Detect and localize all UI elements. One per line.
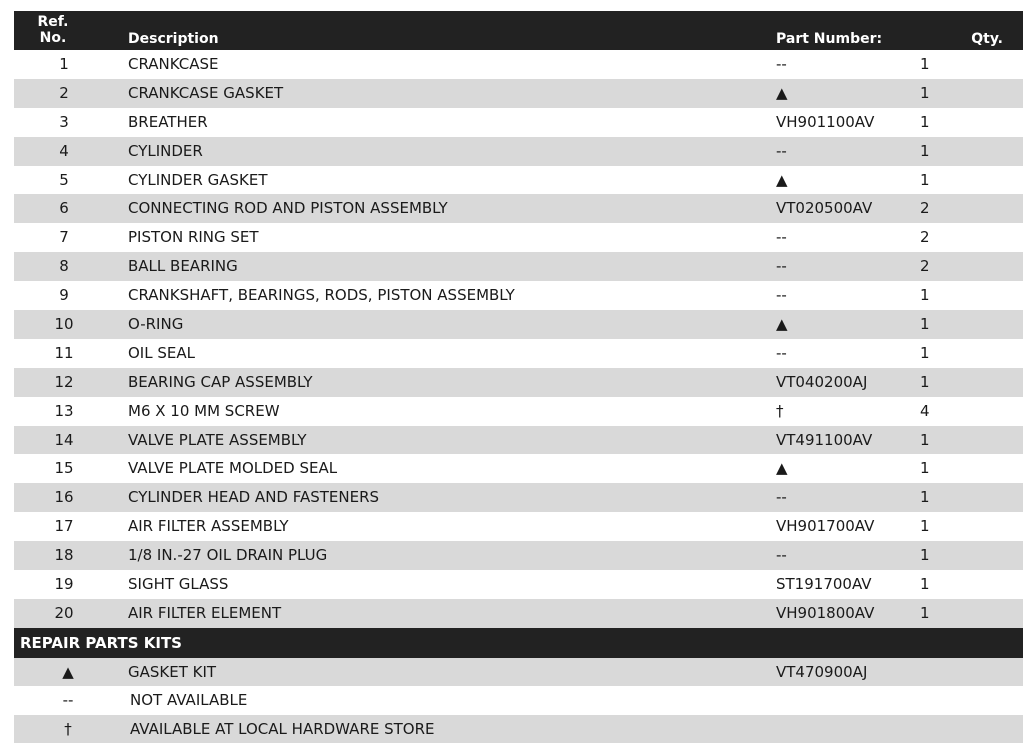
description-cell: O-RING (128, 315, 184, 334)
table-row (14, 570, 1023, 599)
part-number-cell: -- (776, 55, 787, 73)
table-row (14, 454, 1023, 483)
description-cell: CRANKCASE GASKET (128, 83, 284, 102)
qty-cell: 1 (920, 286, 930, 305)
table-row (14, 426, 1023, 455)
part-number-cell: -- (776, 141, 787, 160)
qty-cell: 1 (920, 575, 930, 594)
kit-description: AVAILABLE AT LOCAL HARDWARE STORE (130, 719, 435, 738)
kit-symbol: -- (62, 691, 74, 710)
part-number-cell: VT020500AV (776, 199, 873, 218)
part-number-cell: ▲ (776, 315, 788, 334)
part-number-cell: ST191700AV (776, 575, 872, 594)
table-row (14, 50, 1023, 79)
qty-cell: 1 (920, 372, 930, 391)
part-number-cell: -- (776, 286, 787, 305)
ref-cell: 13 (54, 401, 74, 420)
qty-cell: 1 (920, 315, 930, 334)
kit-symbol: † (64, 719, 72, 738)
parts-table (14, 11, 1023, 743)
description-cell: SIGHT GLASS (128, 575, 229, 594)
ref-cell: 3 (59, 112, 69, 131)
qty-cell: 1 (920, 517, 930, 536)
table-row (14, 599, 1023, 628)
part-number-cell: VH901800AV (776, 603, 875, 622)
description-cell: VALVE PLATE ASSEMBLY (128, 430, 307, 449)
header-description: Description (128, 31, 219, 47)
table-row (14, 368, 1023, 397)
ref-cell: 4 (59, 141, 69, 160)
qty-cell: 1 (920, 603, 930, 622)
part-number-cell: -- (776, 488, 787, 507)
description-cell: CYLINDER GASKET (128, 170, 268, 189)
table-row (14, 512, 1023, 541)
ref-cell: 9 (59, 286, 69, 305)
part-number-cell: VH901100AV (776, 112, 875, 131)
ref-cell: 6 (59, 199, 69, 218)
ref-cell: 5 (59, 170, 69, 189)
kit-row (14, 715, 1023, 744)
qty-cell: 2 (920, 199, 930, 218)
header-part-number: Part Number: (776, 31, 883, 47)
qty-cell: 1 (920, 55, 930, 73)
qty-cell: 1 (920, 170, 930, 189)
table-row (14, 166, 1023, 195)
ref-cell: 12 (54, 372, 74, 391)
description-cell: CONNECTING ROD AND PISTON ASSEMBLY (128, 199, 448, 218)
ref-cell: 19 (54, 575, 74, 594)
part-number-cell: ▲ (776, 459, 788, 478)
qty-cell: 1 (920, 488, 930, 507)
qty-cell: 1 (920, 112, 930, 131)
table-row (14, 252, 1023, 281)
qty-cell: 1 (920, 546, 930, 565)
table-row (14, 108, 1023, 137)
description-cell: VALVE PLATE MOLDED SEAL (128, 459, 338, 478)
qty-cell: 2 (920, 257, 930, 276)
table-row (14, 541, 1023, 570)
table-row (14, 137, 1023, 166)
ref-cell: 7 (59, 228, 69, 247)
part-number-cell: VT040200AJ (776, 372, 868, 391)
header-ref-line2: No. (39, 30, 67, 46)
ref-cell: 1 (59, 55, 69, 73)
ref-cell: 17 (54, 517, 74, 536)
table-row (14, 79, 1023, 108)
kit-row (14, 658, 1023, 687)
part-number-cell: VT491100AV (776, 430, 873, 449)
description-cell: PISTON RING SET (128, 228, 259, 247)
description-cell: CRANKCASE (128, 55, 219, 73)
repair-kits-rows (14, 658, 1023, 744)
part-number-cell: -- (776, 257, 787, 276)
kit-description: GASKET KIT (128, 662, 217, 681)
description-cell: OIL SEAL (128, 343, 195, 362)
table-row (14, 483, 1023, 512)
table-row (14, 223, 1023, 252)
kit-part-number: VT470900AJ (776, 662, 868, 681)
ref-cell: 11 (54, 343, 74, 362)
part-number-cell: VH901700AV (776, 517, 875, 536)
header-qty: Qty. (971, 31, 1003, 47)
description-cell: CYLINDER (128, 141, 203, 160)
parts-rows (14, 50, 1023, 628)
ref-cell: 8 (59, 257, 69, 276)
kit-symbol: ▲ (62, 662, 74, 681)
qty-cell: 1 (920, 343, 930, 362)
description-cell: M6 X 10 MM SCREW (128, 401, 280, 420)
part-number-cell: ▲ (776, 83, 788, 102)
table-row (14, 310, 1023, 339)
qty-cell: 2 (920, 228, 930, 247)
part-number-cell: † (776, 401, 784, 420)
table-row (14, 339, 1023, 368)
description-cell: BREATHER (128, 112, 208, 131)
qty-cell: 1 (920, 430, 930, 449)
kit-row (14, 686, 1023, 715)
part-number-cell: -- (776, 228, 787, 247)
description-cell: BALL BEARING (128, 257, 238, 276)
part-number-cell: -- (776, 546, 787, 565)
part-number-cell: ▲ (776, 170, 788, 189)
part-number-cell: -- (776, 343, 787, 362)
ref-cell: 20 (54, 603, 74, 622)
qty-cell: 1 (920, 83, 930, 102)
repair-kits-header: REPAIR PARTS KITS (14, 628, 1023, 658)
header-ref-line1: Ref. (37, 14, 69, 30)
qty-cell: 1 (920, 141, 930, 160)
description-cell: BEARING CAP ASSEMBLY (128, 372, 313, 391)
table-row (14, 397, 1023, 426)
ref-cell: 16 (54, 488, 74, 507)
ref-cell: 10 (54, 315, 74, 334)
qty-cell: 4 (920, 401, 930, 420)
description-cell: AIR FILTER ELEMENT (128, 603, 282, 622)
ref-cell: 2 (59, 83, 69, 102)
table-row (14, 194, 1023, 223)
qty-cell: 1 (920, 459, 930, 478)
ref-cell: 15 (54, 459, 74, 478)
ref-cell: 18 (54, 546, 74, 565)
description-cell: CYLINDER HEAD AND FASTENERS (128, 488, 380, 507)
ref-cell: 14 (54, 430, 74, 449)
header-ref-no (14, 14, 92, 46)
table-row (14, 281, 1023, 310)
description-cell: AIR FILTER ASSEMBLY (128, 517, 289, 536)
table-header (14, 11, 1023, 50)
description-cell: 1/8 IN.-27 OIL DRAIN PLUG (128, 546, 328, 565)
kit-description: NOT AVAILABLE (130, 691, 248, 710)
description-cell: CRANKSHAFT, BEARINGS, RODS, PISTON ASSEMBLY (128, 286, 515, 305)
